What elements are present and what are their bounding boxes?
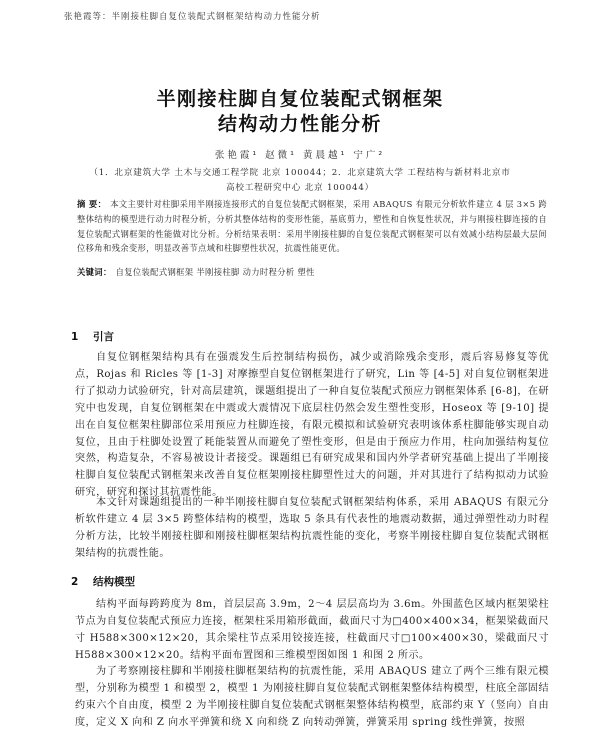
paper-title-line-1: 半刚接柱脚自复位装配式钢框架 [156, 88, 444, 110]
paragraph-introduction-1: 自复位钢框架结构具有在强震发生后控制结构损伤，减少或消除残余变形，震后容易修复等优点，Rojas 和 Ricles 等 [1-3] 对摩擦型自复位钢框架进行了研究，Lin 等 [4-5] 对自复位钢框架进行了拟动力试验研究，针对高层建筑，课题组提出了一种自复位装配式预应力钢框架体系 [6-8]，在研究中也发现，自复位钢框架在中震或大震情况下底层柱仍然会发生塑性变形，Hoseox 等 [9-10] 提出在自复位框架柱脚部位采用预应力柱脚连接，有限元模拟和试验研究表明该体系柱脚能够实现自动复位，且由于柱脚处设置了耗能装置从而避免了塑性变形，但是由于预应力作用，柱向加强结构复位突然，构造复杂，不容易被设计者接受。课题组已有研究成果和国内外学者研究基础上提出了半刚接柱脚自复位装配式钢框架来改善自复位框架刚接柱脚塑性过大的问题，并对其进行了结构拟动力试验研究，研究和探讨其抗震性能。 [75, 352, 549, 499]
keywords-label: 关键词： [77, 267, 112, 277]
abstract-label: 摘 要： [77, 199, 107, 209]
affiliation-line-1: （1．北京建筑大学 土木与交通工程学院 北京 100044；2．北京建筑大学 工程结构与新材料北京市 [89, 168, 511, 178]
section-heading-introduction [71, 329, 114, 344]
keywords [77, 266, 547, 278]
paragraph-model-2: 为了考察刚接柱脚和半刚接柱脚框架结构的抗震性能，采用 ABAQUS 建立了两个三维有限元模型，分别称为模型 1 和模型 2，模型 1 为刚接柱脚自复位装配式钢框架整体结构模型，柱底全部固结约束六个自由度，模型 2 为半刚接柱脚自复位装配式钢框架整体结构模型，底部约束 Y（竖向）自由度，定义 X 向和 Z 向水平弹簧和绕 X 向和绕 Z 向转动弹簧，弹簧采用 spring 线性弹簧，按照 [75, 666, 549, 728]
section-number: 1 [71, 331, 79, 343]
affiliation-line-2: 高校工程研究中心 北京 100044） [225, 183, 374, 193]
section-heading-structure-model [71, 574, 135, 589]
paragraph-introduction-2: 本文针对课题组提出的一种半刚接柱脚自复位装配式钢框架结构体系，采用 ABAQUS 有限元分析软件建立 4 层 3×5 跨整体结构的模型，选取 5 条具有代表性的地震动数据，通过弹塑性动力时程分析方法，比较半刚接柱脚和刚接柱脚框架结构抗震性能的变化，考察半刚接柱脚自复位装配式钢框架结构的抗震性能。 [75, 497, 549, 559]
author-list: 张艳霞¹ 赵微¹ 黄晨越¹ 宁广² [214, 150, 386, 161]
abstract [77, 197, 547, 256]
section-title: 结构模型 [93, 576, 135, 588]
section-title: 引言 [93, 331, 114, 343]
keywords-text: 自复位装配式钢框架 半刚接柱脚 动力时程分析 塑性 [115, 267, 315, 277]
section-number: 2 [71, 576, 79, 588]
paragraph-model-1: 结构平面每跨跨度为 8m，首层层高 3.9m，2～4 层层高均为 3.6m。外围蓝色区域内框架梁柱节点为自复位装配式预应力连接，框架柱采用箱形截面，截面尺寸为□400×400×34，框架梁截面尺寸 H588×300×12×20，其余梁柱节点采用铰接连接，柱截面尺寸□100×400×30，梁截面尺寸 H588×300×12×20。结构平面布置图和三维模型图如图 1 和图 2 所示。 [75, 599, 549, 661]
running-head: 张艳霞等：半刚接柱脚自复位装配式钢框架结构动力性能分析 [64, 12, 321, 22]
paper-title-line-2: 结构动力性能分析 [217, 113, 382, 135]
abstract-text: 本文主要针对柱脚采用半刚接连接形式的自复位装配式钢框架，采用 ABAQUS 有限元分析软件建立 4 层 3×5 跨整体结构的模型进行动力时程分析，分析其整体结构的变形性能，基底剪力，塑性和自恢复性状况，并与刚接柱脚连接的自复位装配式钢框架的性能做对比分析。分析结果表明：采用半刚接柱脚的自复位装配式钢框架可以有效减小结构层最大层间位移角和残余变形，明显改善节点域和柱脚塑性状况，抗震性能更优。 [77, 199, 548, 254]
